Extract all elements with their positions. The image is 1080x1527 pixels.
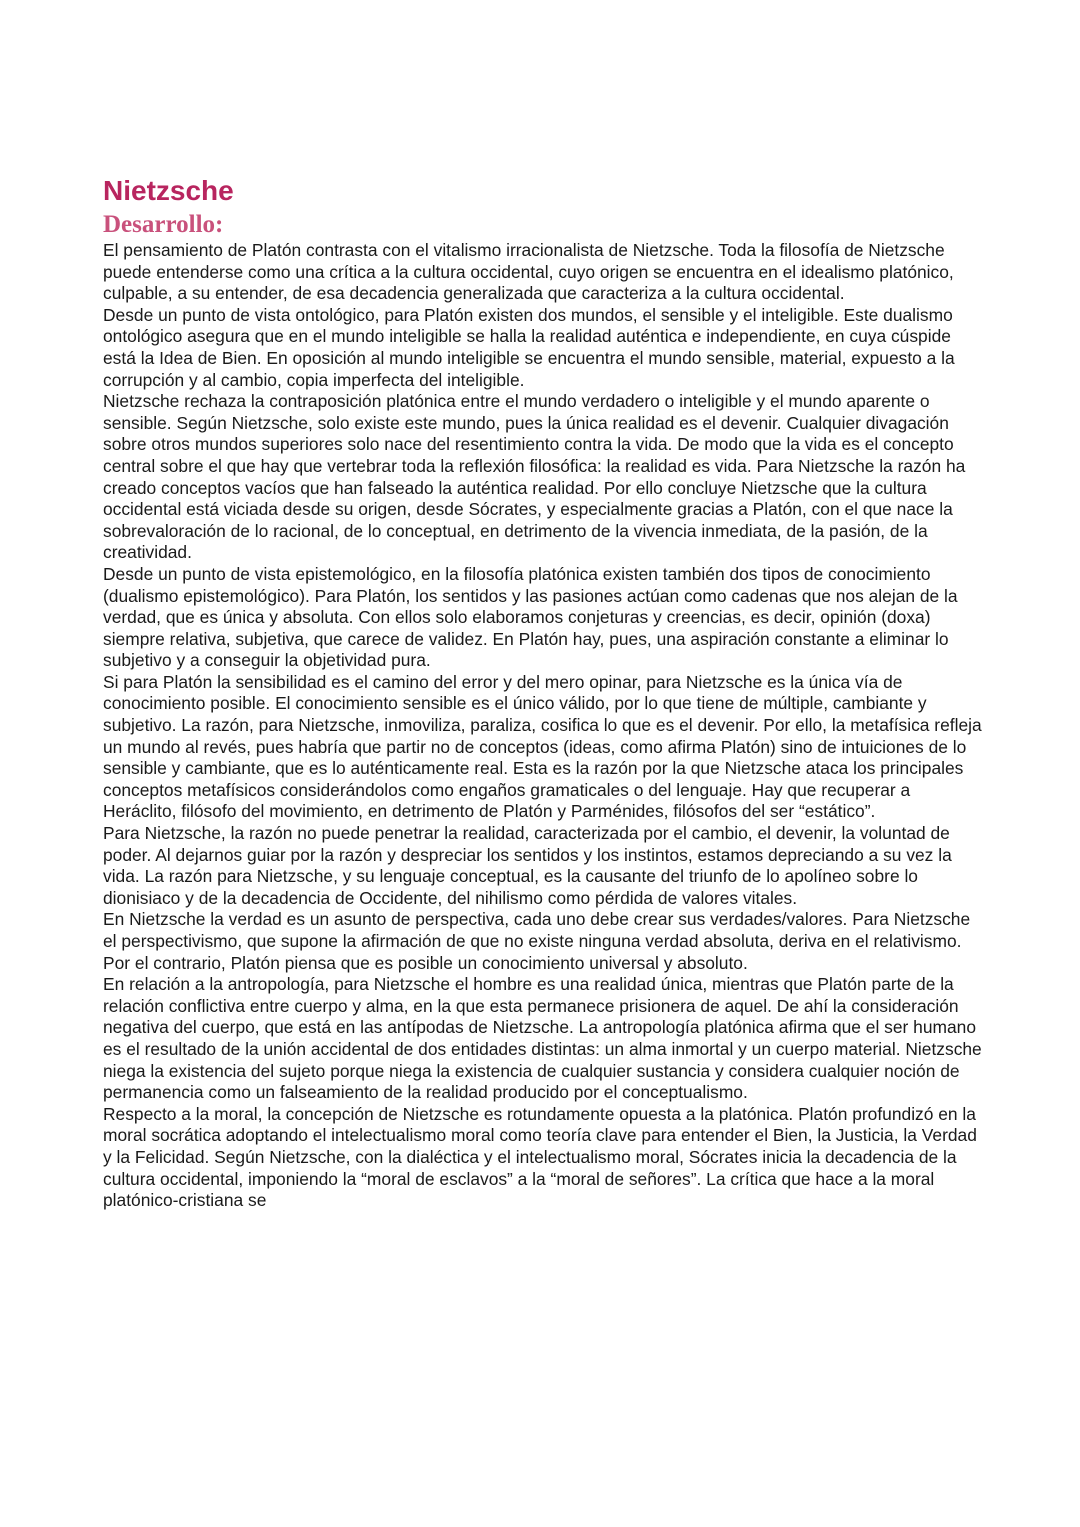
paragraph: El pensamiento de Platón contrasta con el vitalismo irracionalista de Nietzsche. Toda la filosofía de Nietzsche puede entenderse como una crítica a la cultura occidental, cuyo origen se encuentra en el idealismo platónico, culpable, a su entender, de esa decadencia generalizada que caracteriza a la cultura occidental.: [103, 240, 954, 304]
section-heading: Desarrollo:: [103, 211, 224, 238]
document-page: [103, 172, 983, 1212]
body-text: [103, 240, 983, 1212]
paragraph: Si para Platón la sensibilidad es el camino del error y del mero opinar, para Nietzsche es la única vía de conocimiento posible. El conocimiento sensible es el único válido, por lo que tiene de múltiple, cambiante y subjetivo. La razón, para Nietzsche, inmoviliza, paraliza, cosifica lo que es el devenir. Por ello, la metafísica refleja un mundo al revés, pues habría que partir no de conceptos (ideas, como afirma Platón) sino de intuiciones de lo sensible y cambiante, que es lo auténticamente real. Esta es la razón por la que Nietzsche ataca los principales conceptos metafísicos considerándolos como engaños gramaticales o del lenguaje. Hay que recuperar a Heráclito, filósofo del movimiento, en detrimento de Platón y Parménides, filósofos del ser “estático”.: [103, 671, 982, 822]
paragraph: En Nietzsche la verdad es un asunto de perspectiva, cada uno debe crear sus verdades/valores. Para Nietzsche el perspectivismo, que supone la afirmación de que no existe ninguna verdad absoluta, deriva en el relativismo. Por el contrario, Platón piensa que es posible un conocimiento universal y absoluto.: [103, 909, 971, 973]
document-title: Nietzsche: [103, 175, 234, 206]
paragraph: Nietzsche rechaza la contraposición platónica entre el mundo verdadero o inteligible y el mundo aparente o sensible. Según Nietzsche, solo existe este mundo, pues la única realidad es el devenir. Cualquier divagación sobre otros mundos superiores solo nace del resentimiento contra la vida. De modo que la vida es el concepto central sobre el que hay que vertebrar toda la reflexión filosófica: la realidad es vida. Para Nietzsche la razón ha creado conceptos vacíos que han falseado la auténtica realidad. Por ello concluye Nietzsche que la cultura occidental está viciada desde su origen, desde Sócrates, y especialmente gracias a Platón, con el que nace la sobrevaloración de lo racional, de lo conceptual, en detrimento de la vivencia inmediata, de la pasión, de la creatividad.: [103, 391, 966, 563]
paragraph: Desde un punto de vista ontológico, para Platón existen dos mundos, el sensible y el inteligible. Este dualismo ontológico asegura que en el mundo inteligible se halla la realidad auténtica e independiente, en cuya cúspide está la Idea de Bien. En oposición al mundo inteligible se encuentra el mundo sensible, material, expuesto a la corrupción y al cambio, copia imperfecta del inteligible.: [103, 304, 955, 390]
paragraph: Respecto a la moral, la concepción de Nietzsche es rotundamente opuesta a la platónica. Platón profundizó en la moral socrática adoptando el intelectualismo moral como teoría clave para entender el Bien, la Justicia, la Verdad y la Felicidad. Según Nietzsche, con la dialéctica y el intelectualismo moral, Sócrates inicia la decadencia de la cultura occidental, imponiendo la “moral de esclavos” a la “moral de señores”. La crítica que hace a la moral platónico-cristiana se: [103, 1103, 977, 1211]
paragraph: Para Nietzsche, la razón no puede penetrar la realidad, caracterizada por el cambio, el devenir, la voluntad de poder. Al dejarnos guiar por la razón y despreciar los sentidos y los instintos, estamos depreciando a su vez la vida. La razón para Nietzsche, y su lenguaje conceptual, es la causante del triunfo de lo apolíneo sobre lo dionisiaco y de la decadencia de Occidente, del nihilismo como pérdida de valores vitales.: [103, 823, 952, 908]
paragraph: Desde un punto de vista epistemológico, en la filosofía platónica existen también dos tipos de conocimiento (dualismo epistemológico). Para Platón, los sentidos y las pasiones actúan como cadenas que nos alejan de la verdad, que es única y absoluta. Con ellos solo elaboramos conjeturas y creencias, es decir, opinión (doxa) siempre relativa, subjetiva, que carece de validez. En Platón hay, pues, una aspiración constante a eliminar lo subjetivo y a conseguir la objetividad pura.: [103, 563, 958, 671]
paragraph: En relación a la antropología, para Nietzsche el hombre es una realidad única, mientras que Platón parte de la relación conflictiva entre cuerpo y alma, en la que esta permanece prisionera de aquel. De ahí la consideración negativa del cuerpo, que está en las antípodas de Nietzsche. La antropología platónica afirma que el ser humano es el resultado de la unión accidental de dos entidades distintas: un alma inmortal y un cuerpo material. Nietzsche niega la existencia del sujeto porque niega la existencia de cualquier sustancia y considera cualquier noción de permanencia como un falseamiento de la realidad producido por el conceptualismo.: [103, 974, 982, 1103]
